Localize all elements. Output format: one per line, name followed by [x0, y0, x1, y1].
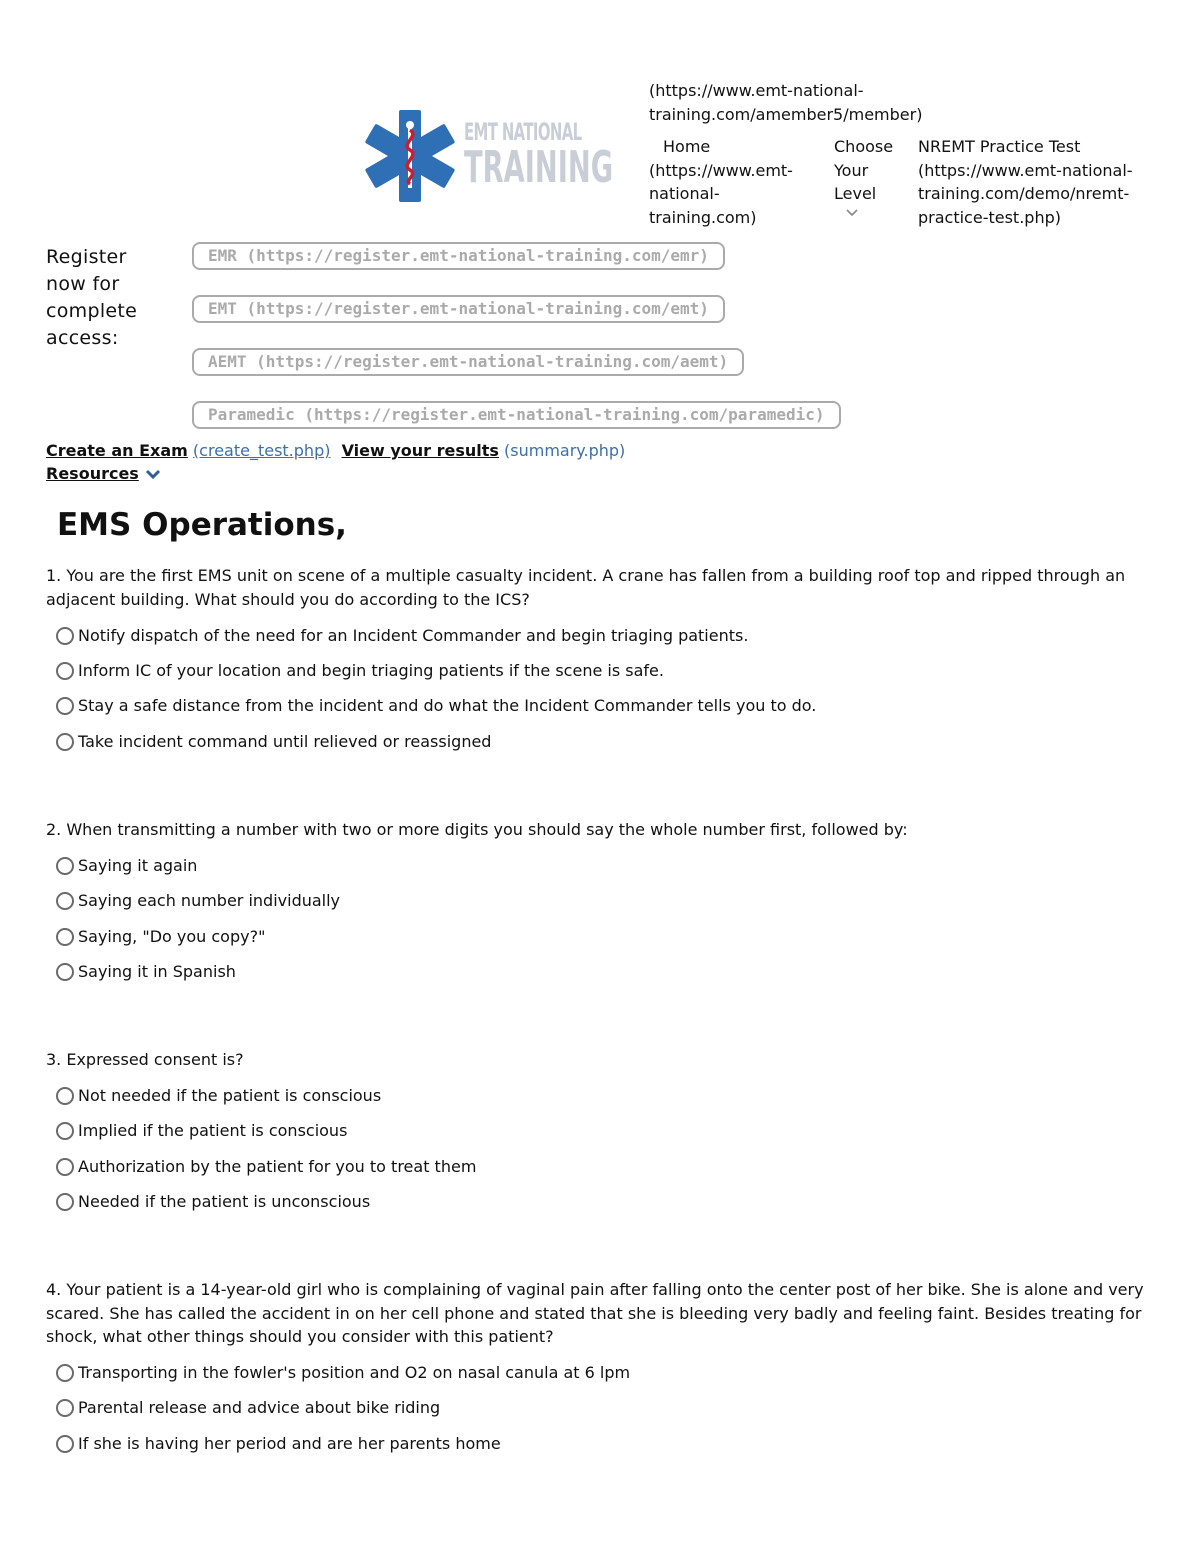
answer-option[interactable] [46, 1356, 1156, 1391]
answer-label: Transporting in the fowler's position and O2 on nasal canula at 6 lpm [78, 1363, 631, 1383]
logo-line-2: TRAINING [464, 142, 614, 193]
question-4 [46, 1278, 1156, 1461]
nav-nremt-practice-test[interactable] [918, 135, 1158, 229]
answer-label: Notify dispatch of the need for an Incident Commander and begin triaging patients. [78, 625, 749, 645]
radio-button[interactable] [56, 892, 74, 910]
create-exam-link[interactable]: Create an Exam [46, 441, 188, 460]
question-text: 3. Expressed consent is? [46, 1050, 244, 1069]
nav-home-label: Home [663, 137, 711, 156]
answer-option[interactable] [46, 1114, 1156, 1149]
answer-option[interactable] [46, 884, 1156, 919]
register-paramedic-button[interactable]: Paramedic (https://register.emt-national-training.com/paramedic) [192, 401, 841, 429]
radio-button[interactable] [56, 928, 74, 946]
answer-option[interactable] [46, 1184, 1156, 1219]
answer-options [46, 618, 1156, 759]
answer-label: Authorization by the patient for you to treat them [78, 1156, 477, 1176]
answer-label: Saying each number individually [78, 891, 341, 911]
answer-label: If she is having her period and are her parents home [78, 1433, 501, 1453]
answer-option[interactable] [46, 1391, 1156, 1426]
answer-label: Saying it in Spanish [78, 962, 236, 982]
radio-button[interactable] [56, 1193, 74, 1211]
radio-button[interactable] [56, 1364, 74, 1382]
radio-button[interactable] [56, 1087, 74, 1105]
answer-option[interactable] [46, 689, 1156, 724]
nav-level-label: Choose Your Level [834, 137, 894, 203]
answer-option[interactable] [46, 849, 1156, 884]
radio-button[interactable] [56, 1122, 74, 1140]
question-3 [46, 1048, 1156, 1220]
answer-label: Saying it again [78, 856, 198, 876]
answer-option[interactable] [46, 653, 1156, 688]
radio-button[interactable] [56, 662, 74, 680]
question-text: 2. When transmitting a number with two or more digits you should say the whole number first, followed by: [46, 820, 908, 839]
register-aemt-button[interactable]: AEMT (https://register.emt-national-training.com/aemt) [192, 348, 744, 376]
nav-home[interactable] [649, 135, 824, 229]
nav-home-url: (https://www.emt-national-training.com) [649, 160, 793, 227]
answer-label: Not needed if the patient is conscious [78, 1086, 382, 1106]
member-link[interactable]: (https://www.emt-national-training.com/amember5/member) [649, 81, 923, 124]
question-text: 4. Your patient is a 14-year-old girl who is complaining of vaginal pain after falling onto the center post of her bike. She is alone and very scared. She has called the accident in on her cell phone and stated that she is bleeding very badly and feeling faint. Besides treating for shock, what other things should you consider with this patient? [46, 1280, 1144, 1346]
page-title: EMS Operations, [57, 507, 347, 543]
answer-option[interactable] [46, 1079, 1156, 1114]
answer-option[interactable] [46, 919, 1156, 954]
question-1 [46, 564, 1156, 759]
radio-button[interactable] [56, 1435, 74, 1453]
answer-label: Parental release and advice about bike riding [78, 1398, 441, 1418]
nav-choose-level[interactable] [834, 135, 906, 218]
answer-options [46, 849, 1156, 990]
answer-option[interactable] [46, 1149, 1156, 1184]
answer-options [46, 1079, 1156, 1220]
radio-button[interactable] [56, 627, 74, 645]
answer-option[interactable] [46, 1426, 1156, 1461]
nav-nremt-label: NREMT Practice Test [918, 137, 1081, 156]
question-2 [46, 818, 1156, 990]
chevron-down-icon [145, 464, 161, 486]
register-emt-button[interactable]: EMT (https://register.emt-national-training.com/emt) [192, 295, 725, 323]
answer-label: Needed if the patient is unconscious [78, 1192, 371, 1212]
exam-links [46, 440, 625, 462]
register-emr-button[interactable]: EMR (https://register.emt-national-training.com/emr) [192, 242, 725, 270]
star-of-life-icon [362, 108, 458, 204]
answer-label: Stay a safe distance from the incident and do what the Incident Commander tells you to do. [78, 696, 817, 716]
register-label: Register now for complete access: [46, 246, 138, 349]
site-logo[interactable] [362, 108, 634, 204]
answer-label: Saying, "Do you copy?" [78, 926, 266, 946]
radio-button[interactable] [56, 857, 74, 875]
answer-option[interactable] [46, 618, 1156, 653]
answer-option[interactable] [46, 954, 1156, 989]
chevron-down-icon [834, 206, 906, 218]
view-results-url[interactable]: (summary.php) [504, 441, 626, 460]
nav-nremt-url: (https://www.emt-national-training.com/demo/nremt-practice-test.php) [918, 160, 1133, 227]
radio-button[interactable] [56, 1399, 74, 1417]
logo-line-1: EMT NATIONAL [464, 118, 582, 146]
resources-label: Resources [46, 464, 139, 483]
answer-label: Implied if the patient is conscious [78, 1121, 348, 1141]
answer-label: Inform IC of your location and begin triaging patients if the scene is safe. [78, 660, 664, 680]
radio-button[interactable] [56, 733, 74, 751]
question-text: 1. You are the first EMS unit on scene of a multiple casualty incident. A crane has fallen from a building roof top and ripped through an adjacent building. What should you do according to the ICS? [46, 566, 1126, 609]
radio-button[interactable] [56, 697, 74, 715]
answer-label: Take incident command until relieved or reassigned [78, 731, 492, 751]
radio-button[interactable] [56, 963, 74, 981]
radio-button[interactable] [56, 1158, 74, 1176]
answer-option[interactable] [46, 724, 1156, 759]
resources-menu[interactable] [46, 463, 161, 486]
create-exam-url[interactable]: (create_test.php) [192, 441, 331, 460]
answer-options [46, 1356, 1156, 1462]
view-results-link[interactable]: View your results [341, 441, 499, 460]
